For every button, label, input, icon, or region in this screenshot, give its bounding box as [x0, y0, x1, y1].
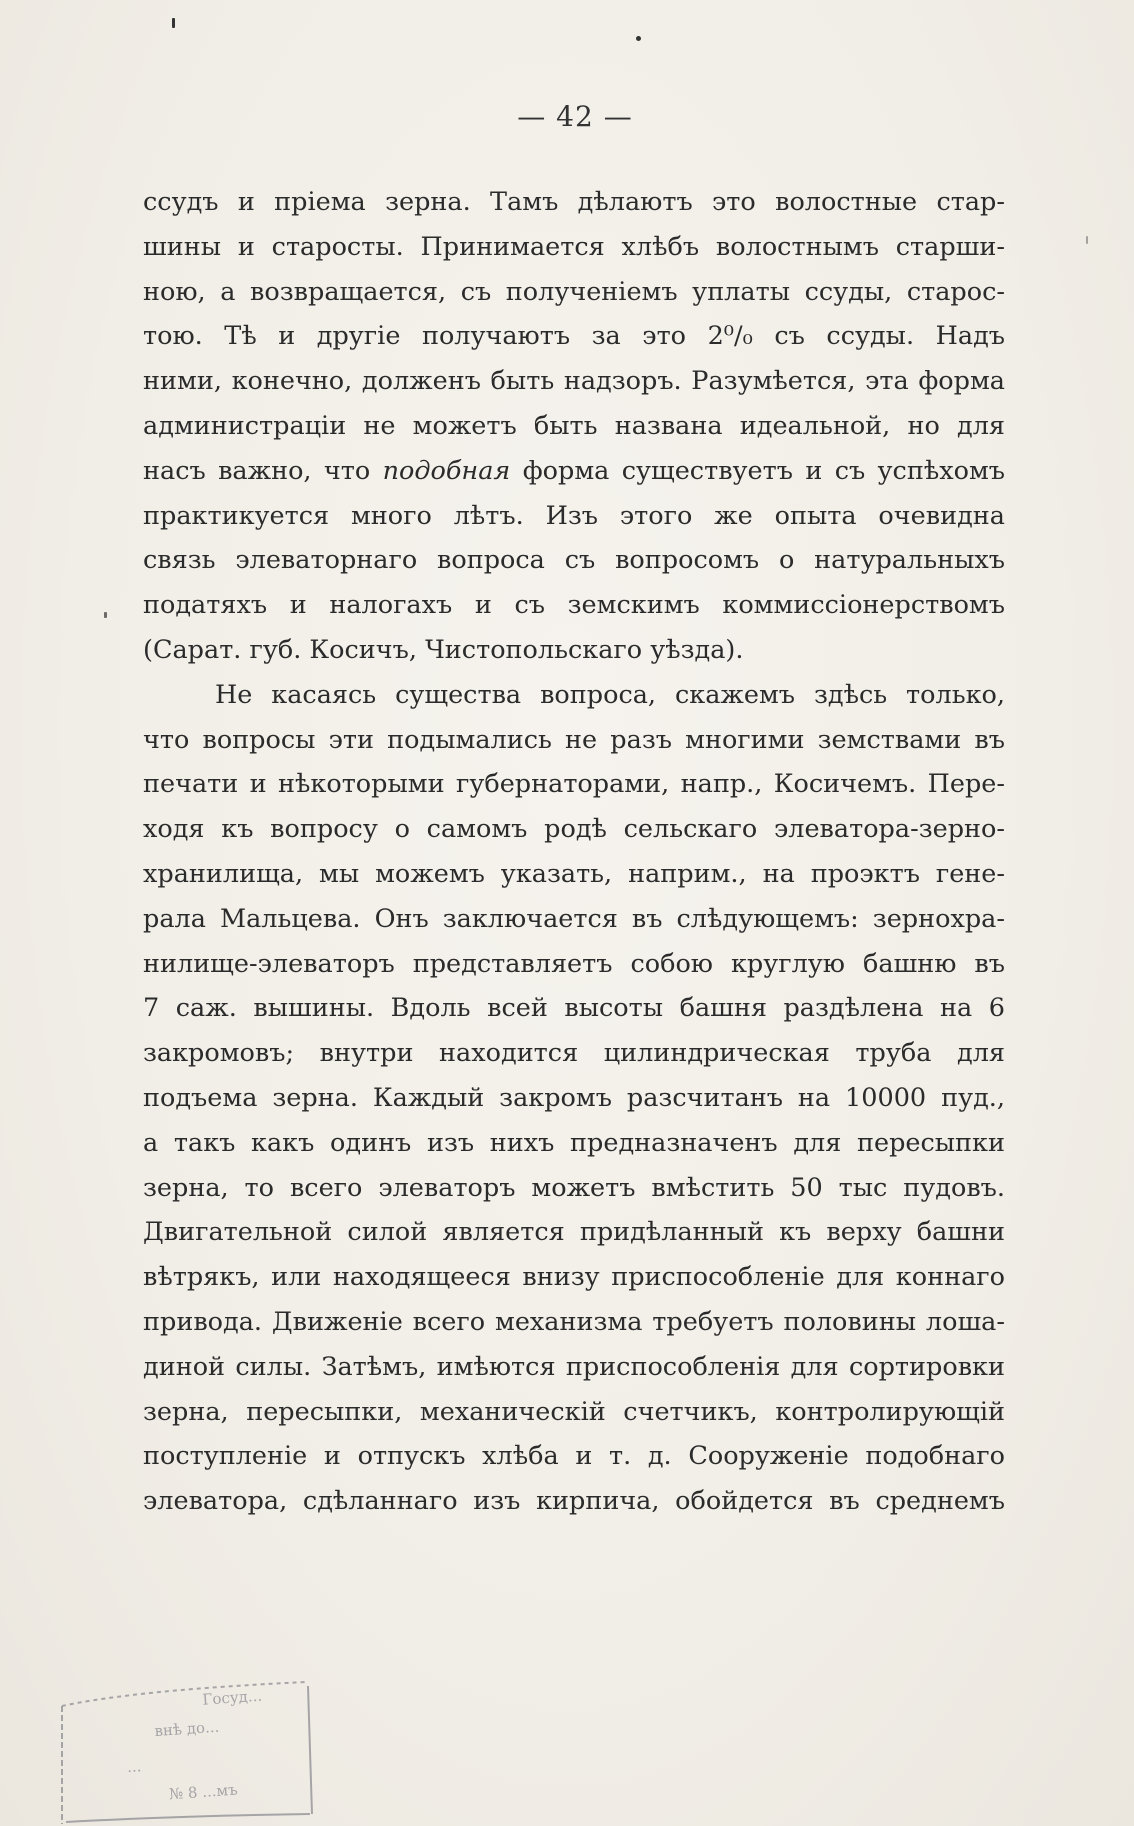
text-line: что вопросы эти подымались не разъ многими земствами въ [143, 724, 1005, 755]
stamp-line: внѣ до... [153, 1717, 220, 1741]
text-line: ходя къ вопросу о самомъ родѣ сельскаго элеватора-зерно- [143, 814, 1005, 845]
speck-mark [104, 612, 107, 618]
paragraph-start-line: Не касаясь существа вопроса, скажемъ здѣсь только, [215, 679, 1005, 710]
library-stamp [56, 1676, 318, 1826]
speck-mark [1086, 236, 1088, 244]
text-line: нилище-элеваторъ представляетъ собою круглую башню въ [143, 948, 1005, 979]
text-line: податяхъ и налогахъ и съ земскимъ коммиссіонерствомъ [143, 590, 1005, 621]
text-line: зерна, то всего элеваторъ можетъ вмѣстить 50 тыс пудовъ. [143, 1172, 1005, 1203]
text-line: хранилища, мы можемъ указать, наприм., на проэктъ гене- [143, 858, 1005, 889]
text-line: тою. Тѣ и другіе получаютъ за это 2⁰/₀ съ ссуды. Надъ [143, 321, 1005, 352]
text-line: привода. Движеніе всего механизма требуетъ половины лоша- [143, 1306, 1005, 1337]
text-line: ною, а возвращается, съ полученіемъ уплаты ссуды, старос- [143, 276, 1005, 307]
text-line: 7 саж. вышины. Вдоль всей высоты башня раздѣлена на 6 [143, 993, 1005, 1024]
text-line: вѣтрякъ, или находящееся внизу приспособленіе для коннаго [143, 1262, 1005, 1293]
paragraph-end-line: (Сарат. губ. Косичъ, Чистопольскаго уѣзда). [143, 634, 744, 665]
text-line: ссудъ и пріема зерна. Тамъ дѣлаютъ это волостные стар- [143, 187, 1005, 217]
text-line: диной силы. Затѣмъ, имѣются приспособленія для сортировки [143, 1351, 1005, 1382]
text-segment: форма существуетъ и съ успѣхомъ [510, 455, 1006, 486]
text-line: закромовъ; внутри находится цилиндрическая труба для [143, 1038, 1005, 1069]
text-line-with-italic [143, 449, 1005, 494]
speck-mark [636, 36, 641, 41]
text-line: печати и нѣкоторыми губернаторами, напр., Косичемъ. Пере- [143, 769, 1005, 800]
page-number: — 42 — [517, 100, 633, 133]
text-line: практикуется много лѣтъ. Изъ этого же опыта очевидна [143, 500, 1005, 531]
text-line: ними, конечно, долженъ быть надзоръ. Разумѣется, эта форма [143, 366, 1005, 397]
text-line: Двигательной силой является придѣланный къ верху башни [143, 1217, 1005, 1248]
text-line: администраціи не можетъ быть названа идеальной, но для [143, 410, 1005, 441]
stamp-line: ... [126, 1757, 142, 1777]
text-line: шины и старосты. Принимается хлѣбъ волостнымъ старши- [143, 231, 1005, 262]
italic-word: подобная [382, 455, 511, 486]
text-line: поступленіе и отпускъ хлѣба и т. д. Сооруженіе подобнаго [143, 1441, 1005, 1472]
text-segment: насъ важно, что [143, 455, 383, 486]
text-line: рала Мальцева. Онъ заключается въ слѣдующемъ: зернохра- [143, 903, 1005, 934]
text-line: элеватора, сдѣланнаго изъ кирпича, обойдется въ среднемъ [143, 1486, 1005, 1517]
text-line: подъема зерна. Каждый закромъ разсчитанъ на 10000 пуд., [143, 1082, 1005, 1113]
text-line: зерна, пересыпки, механическій счетчикъ, контролирующій [143, 1396, 1005, 1427]
text-line: а такъ какъ одинъ изъ нихъ предназначенъ для пересыпки [143, 1127, 1005, 1158]
text-line: связь элеваторнаго вопроса съ вопросомъ о натуральныхъ [143, 545, 1005, 576]
stamp-line: Госуд... [201, 1686, 263, 1709]
speck-mark [172, 18, 175, 28]
stamp-line: № 8 ...мъ [168, 1780, 239, 1804]
body-text [143, 180, 1005, 1524]
